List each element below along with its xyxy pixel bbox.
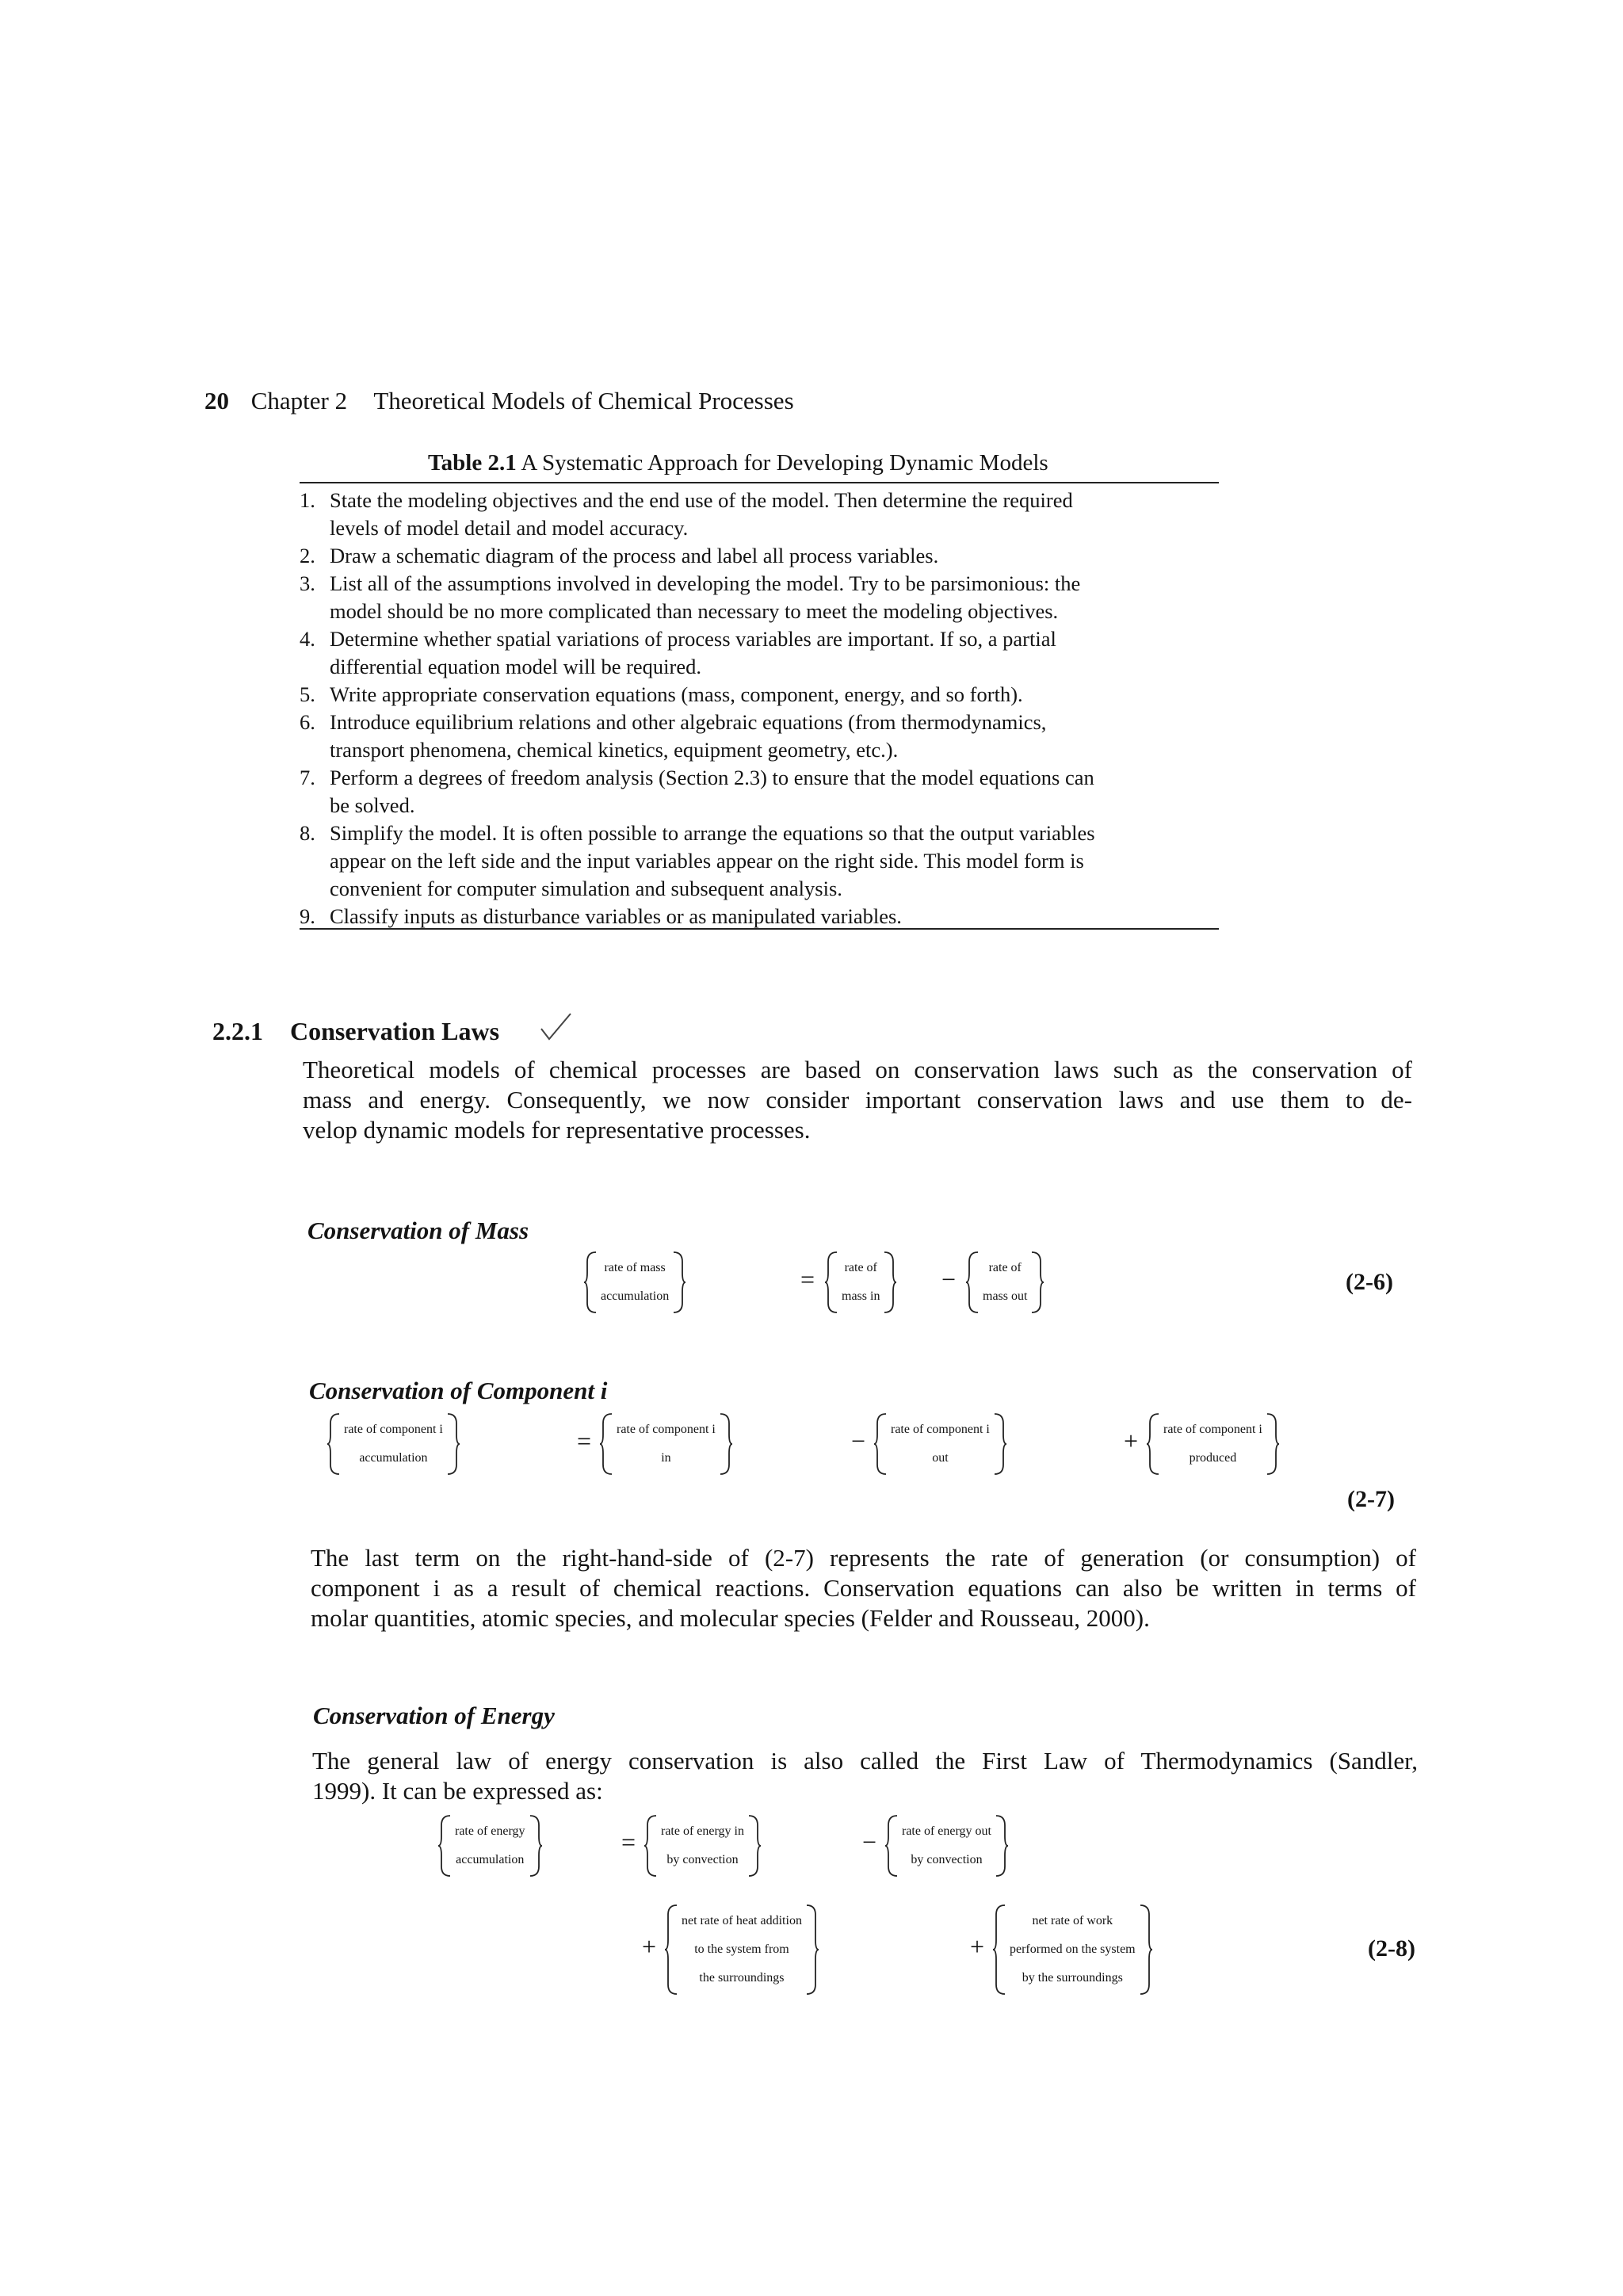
term-text — [980, 1254, 1030, 1311]
table-step — [300, 570, 1219, 625]
right-brace-icon — [1266, 1412, 1280, 1476]
equals-sign: = — [621, 1828, 636, 1856]
term-line: by convection — [911, 1853, 983, 1866]
term-line: accumulation — [359, 1451, 428, 1465]
step-number: 2. — [300, 544, 315, 567]
mass-heading: Conservation of Mass — [307, 1217, 529, 1244]
left-brace-icon — [884, 1814, 899, 1878]
left-brace-icon — [437, 1814, 452, 1878]
energy-term-heat — [664, 1904, 819, 1996]
component-term-out — [873, 1412, 1007, 1476]
table-step — [300, 903, 1219, 930]
term-line: rate of component i — [344, 1423, 443, 1436]
step-text-line: Perform a degrees of freedom analysis (Section 2.3) to ensure that the model equations can — [330, 766, 1094, 789]
energy-term-out — [884, 1814, 1009, 1878]
step-text-line: appear on the left side and the input variables appear on the right side. This model form is — [330, 849, 1084, 873]
left-brace-icon — [873, 1412, 888, 1476]
term-line: rate of energy out — [902, 1824, 991, 1838]
table-title: A Systematic Approach for Developing Dynamic Models — [521, 450, 1048, 476]
step-text-line: Draw a schematic diagram of the process and label all process variables. — [330, 544, 939, 567]
term-line: accumulation — [601, 1289, 670, 1303]
right-brace-icon — [993, 1412, 1007, 1476]
component-heading-text: Conservation of Component i — [309, 1377, 608, 1404]
left-brace-icon — [664, 1904, 678, 1996]
right-brace-icon — [672, 1251, 686, 1314]
step-number: 8. — [300, 821, 315, 845]
mass-term-in — [824, 1251, 897, 1314]
table-step — [300, 709, 1219, 764]
term-line: net rate of heat addition — [682, 1914, 802, 1927]
term-line: rate of mass — [604, 1261, 666, 1274]
mass-term-out — [965, 1251, 1044, 1314]
step-text-line: List all of the assumptions involved in developing the model. Try to be parsimonious: the — [330, 571, 1081, 595]
text-line: Theoretical models of chemical processes are based on conservation laws such as the conservation of — [303, 1056, 1412, 1083]
left-brace-icon — [599, 1412, 613, 1476]
term-line: by convection — [666, 1853, 739, 1866]
equation-number: (2-7) — [1347, 1486, 1395, 1512]
energy-intro — [312, 1746, 1418, 1806]
section-intro — [303, 1055, 1412, 1145]
check-mark-icon — [539, 1011, 574, 1043]
step-text-line: Write appropriate conservation equations (mass, component, energy, and so forth). — [330, 682, 1023, 706]
step-text-line: Determine whether spatial variations of process variables are important. If so, a partial — [330, 627, 1056, 651]
left-brace-icon — [327, 1412, 341, 1476]
table-label: Table 2.1 — [428, 450, 517, 476]
chapter-label: Chapter 2 — [250, 387, 348, 415]
left-brace-icon — [824, 1251, 838, 1314]
table-step — [300, 542, 1219, 570]
step-number: 3. — [300, 571, 315, 595]
term-text — [1160, 1415, 1266, 1473]
term-text — [888, 1415, 993, 1473]
text-line: velop dynamic models for representative processes. — [303, 1116, 811, 1144]
minus-sign: − — [851, 1427, 866, 1455]
table-steps — [300, 487, 1219, 930]
minus-sign: − — [941, 1265, 957, 1293]
equals-sign: = — [577, 1427, 592, 1455]
term-text — [598, 1254, 672, 1311]
energy-heading: Conservation of Energy — [313, 1702, 555, 1729]
left-brace-icon — [583, 1251, 598, 1314]
plus-sign: + — [970, 1932, 985, 1961]
term-line: rate of component i — [617, 1423, 716, 1436]
term-text — [838, 1254, 883, 1311]
term-line: rate of — [844, 1261, 877, 1274]
chapter-title: Theoretical Models of Chemical Processes — [373, 387, 794, 415]
right-brace-icon — [805, 1904, 819, 1996]
term-line: mass in — [842, 1289, 880, 1303]
right-brace-icon — [529, 1814, 543, 1878]
equation-number: (2-6) — [1346, 1269, 1393, 1295]
term-text — [678, 1907, 805, 1992]
mass-term-accumulation — [583, 1251, 686, 1314]
step-number: 9. — [300, 904, 315, 928]
term-line: rate of component i — [891, 1423, 990, 1436]
text-line: The last term on the right-hand-side of (2-7) represents the rate of generation (or consumption) of — [311, 1544, 1416, 1572]
term-line: mass out — [983, 1289, 1028, 1303]
step-text-line: be solved. — [330, 793, 415, 817]
table-step — [300, 819, 1219, 903]
term-line: net rate of work — [1032, 1914, 1113, 1927]
text-line: The general law of energy conservation is also called the First Law of Thermodynamics (Sandler, — [312, 1747, 1418, 1775]
plus-sign: + — [642, 1932, 657, 1961]
plus-sign: + — [1124, 1427, 1139, 1455]
minus-sign: − — [862, 1828, 877, 1856]
term-text — [899, 1817, 995, 1874]
table-caption — [428, 450, 1048, 476]
right-brace-icon — [1139, 1904, 1153, 1996]
step-number: 7. — [300, 766, 315, 789]
term-line: accumulation — [456, 1853, 525, 1866]
table-bottom-rule — [300, 928, 1219, 930]
term-line: in — [661, 1451, 671, 1465]
term-line: performed on the system — [1010, 1943, 1136, 1956]
step-text-line: Simplify the model. It is often possible to arrange the equations so that the output variables — [330, 821, 1095, 845]
term-line: produced — [1189, 1451, 1237, 1465]
term-line: to the system from — [694, 1943, 789, 1956]
term-line: rate of component i — [1163, 1423, 1262, 1436]
energy-term-in — [643, 1814, 762, 1878]
term-text — [658, 1817, 747, 1874]
term-line: rate of energy — [455, 1824, 525, 1838]
term-line: by the surroundings — [1022, 1971, 1123, 1985]
right-brace-icon — [747, 1814, 762, 1878]
energy-term-accumulation — [437, 1814, 543, 1878]
step-text-line: Introduce equilibrium relations and other algebraic equations (from thermodynamics, — [330, 710, 1047, 734]
running-header — [204, 387, 794, 415]
section-heading — [212, 1017, 499, 1046]
term-line: out — [932, 1451, 949, 1465]
paragraph-generation — [311, 1543, 1416, 1633]
left-brace-icon — [992, 1904, 1006, 1996]
equation-number: (2-8) — [1368, 1935, 1415, 1962]
component-term-in — [599, 1412, 733, 1476]
table-step — [300, 625, 1219, 681]
text-line: 1999). It can be expressed as: — [312, 1777, 603, 1805]
step-text-line: transport phenomena, chemical kinetics, equipment geometry, etc.). — [330, 738, 899, 762]
right-brace-icon — [719, 1412, 733, 1476]
text-line: mass and energy. Consequently, we now consider important conservation laws and use them to de- — [303, 1086, 1412, 1114]
component-term-produced — [1146, 1412, 1280, 1476]
term-text — [452, 1817, 529, 1874]
section-number: 2.2.1 — [212, 1017, 263, 1045]
term-line: the surroundings — [699, 1971, 785, 1985]
step-text-line: convenient for computer simulation and subsequent analysis. — [330, 877, 842, 900]
page-number: 20 — [204, 387, 229, 415]
energy-term-work — [992, 1904, 1153, 1996]
step-number: 5. — [300, 682, 315, 706]
component-heading — [309, 1377, 607, 1405]
term-text — [341, 1415, 446, 1473]
table-step — [300, 487, 1219, 542]
right-brace-icon — [446, 1412, 460, 1476]
right-brace-icon — [883, 1251, 897, 1314]
step-text-line: differential equation model will be required. — [330, 655, 701, 678]
step-text-line: model should be no more complicated than necessary to meet the modeling objectives. — [330, 599, 1059, 623]
component-term-accumulation — [327, 1412, 460, 1476]
term-text — [1006, 1907, 1139, 1992]
left-brace-icon — [965, 1251, 980, 1314]
table-top-rule — [300, 482, 1219, 483]
text-line: component i as a result of chemical reactions. Conservation equations can also be written in terms of — [311, 1574, 1416, 1602]
term-line: rate of — [988, 1261, 1022, 1274]
step-number: 1. — [300, 488, 315, 512]
step-text-line: State the modeling objectives and the end use of the model. Then determine the required — [330, 488, 1073, 512]
step-number: 4. — [300, 627, 315, 651]
term-line: rate of energy in — [661, 1824, 744, 1838]
step-text-line: levels of model detail and model accuracy. — [330, 516, 689, 540]
term-text — [613, 1415, 719, 1473]
step-number: 6. — [300, 710, 315, 734]
equals-sign: = — [800, 1265, 815, 1293]
section-title: Conservation Laws — [290, 1017, 500, 1045]
table-step — [300, 681, 1219, 709]
right-brace-icon — [1030, 1251, 1044, 1314]
left-brace-icon — [643, 1814, 658, 1878]
right-brace-icon — [995, 1814, 1009, 1878]
table-step — [300, 764, 1219, 819]
text-line: molar quantities, atomic species, and molecular species (Felder and Rousseau, 2000). — [311, 1604, 1150, 1632]
left-brace-icon — [1146, 1412, 1160, 1476]
step-text-line: Classify inputs as disturbance variables or as manipulated variables. — [330, 904, 902, 928]
